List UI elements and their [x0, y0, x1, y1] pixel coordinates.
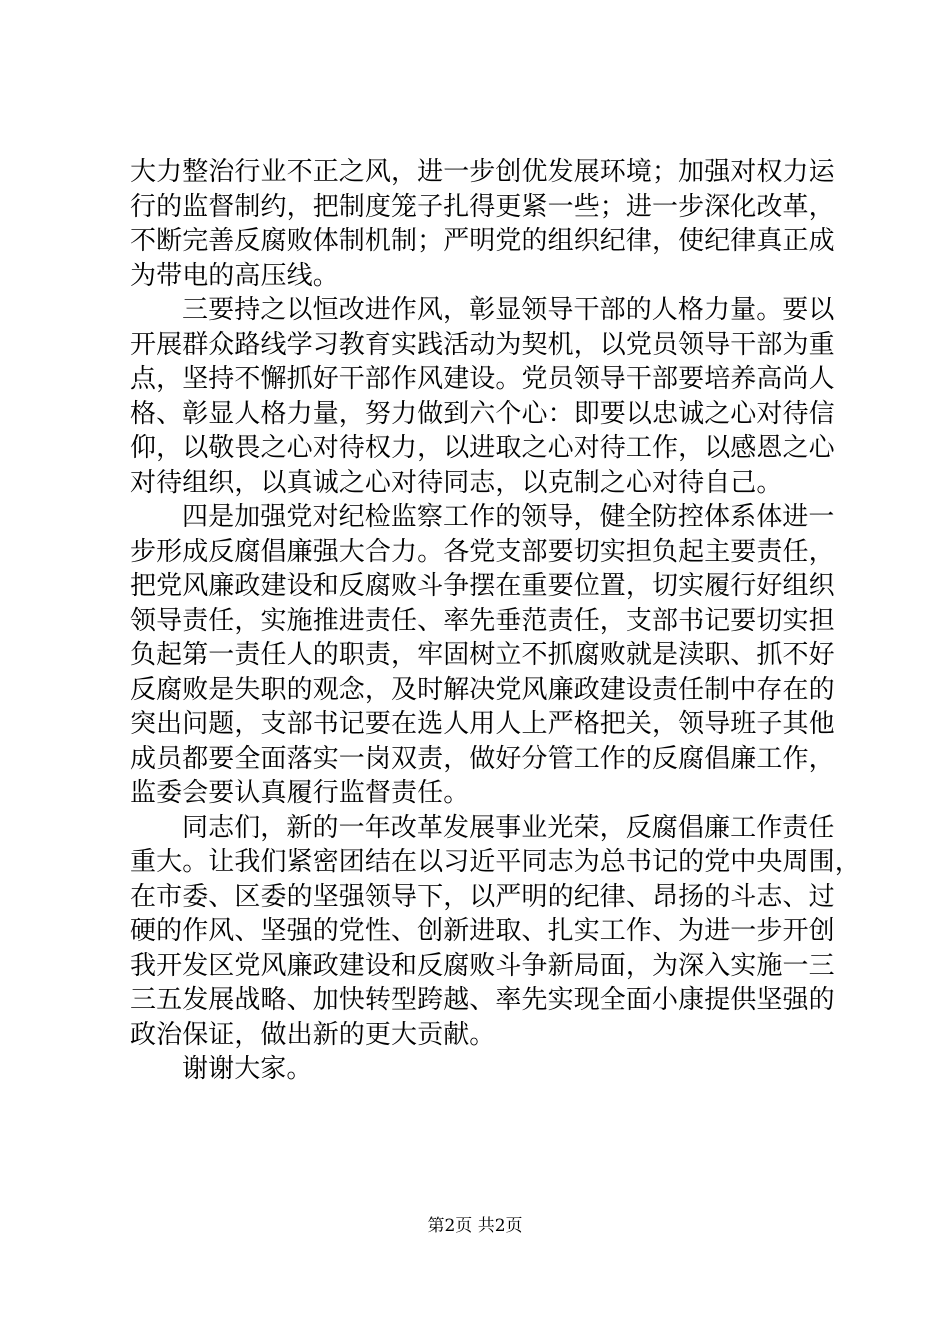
text-line: 监委会要认真履行监督责任。: [130, 778, 470, 808]
paragraph-3: [130, 500, 835, 811]
text-line: 格、彰显人格力量，努力做到六个心：即要以忠诚之心对待信: [130, 398, 835, 429]
text-line: 四是加强党对纪检监察工作的领导，健全防控体系体进一: [182, 502, 835, 532]
text-line: 反腐败是失职的观念，及时解决党风廉政建设责任制中存在的: [130, 674, 835, 705]
page-number-footer: 第2页 共2页: [427, 1216, 523, 1236]
text-line: 步形成反腐倡廉强大合力。各党支部要切实担负起主要责任，: [130, 536, 835, 567]
text-line: 领导责任，实施推进责任、率先垂范责任，支部书记要切实担: [130, 605, 835, 636]
text-line: 大力整治行业不正之风，进一步创优发展环境；加强对权力运: [130, 157, 835, 187]
paragraph-4: [130, 811, 861, 1053]
text-line: 谢谢大家。: [182, 1054, 313, 1084]
text-line: 三要持之以恒改进作风，彰显领导干部的人格力量。要以: [182, 295, 835, 325]
text-line: 把党风廉政建设和反腐败斗争摆在重要位置，切实履行好组织: [130, 571, 835, 601]
paragraph-5: [130, 1052, 830, 1087]
text-line: 点，坚持不懈抓好干部作风建设。党员领导干部要培养高尚人: [130, 364, 835, 394]
text-line: 硬的作风、坚强的党性、创新进取、扎实工作、为进一步开创: [130, 916, 835, 946]
text-line: 对待组织，以真诚之心对待同志，以克制之心对待自己。: [130, 467, 783, 498]
text-line: 突出问题，支部书记要在选人用人上严格把关，领导班子其他: [130, 709, 835, 739]
paragraph-2: [130, 293, 835, 500]
text-line: 重大。让我们紧密团结在以习近平同志为总书记的党中央周围，: [130, 847, 861, 877]
text-line: 为带电的高压线。: [130, 260, 339, 291]
paragraph-1: [130, 155, 835, 293]
text-line: 在市委、区委的坚强领导下，以严明的纪律、昂扬的斗志、过: [130, 881, 835, 912]
text-line: 负起第一责任人的职责，牢固树立不抓腐败就是渎职、抓不好: [130, 640, 835, 670]
text-line: 政治保证，做出新的更大贡献。: [130, 1019, 496, 1050]
document-body: [130, 155, 861, 1087]
text-line: 不断完善反腐败体制机制；严明党的组织纪律，使纪律真正成: [130, 226, 835, 256]
text-line: 同志们，新的一年改革发展事业光荣，反腐倡廉工作责任: [182, 812, 835, 843]
text-line: 三五发展战略、加快转型跨越、率先实现全面小康提供坚强的: [130, 985, 835, 1015]
text-line: 开展群众路线学习教育实践活动为契机，以党员领导干部为重: [130, 329, 835, 360]
text-line: 我开发区党风廉政建设和反腐败斗争新局面，为深入实施一三: [130, 950, 835, 981]
text-line: 仰，以敬畏之心对待权力，以进取之心对待工作，以感恩之心: [130, 433, 835, 463]
text-line: 行的监督制约，把制度笼子扎得更紧一些；进一步深化改革，: [130, 191, 835, 222]
text-line: 成员都要全面落实一岗双责，做好分管工作的反腐倡廉工作，: [130, 743, 835, 774]
